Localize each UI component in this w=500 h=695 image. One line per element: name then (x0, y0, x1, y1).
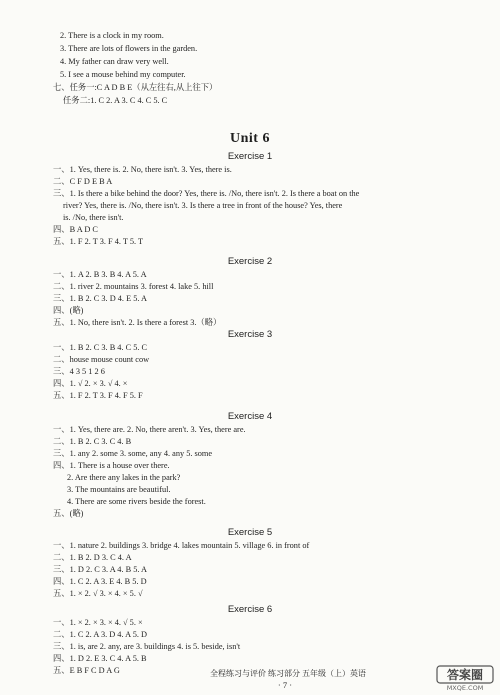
top-line-2: 3. There are lots of flowers in the garden. (60, 44, 198, 53)
answer-line: 一、1. × 2. × 3. × 4. √ 5. × (53, 618, 143, 627)
answer-line: 三、1. any 2. some 3. some, any 4. any 5. some (53, 449, 213, 458)
answer-line: 一、1. Yes, there are. 2. No, there aren't. 3. Yes, there are. (53, 425, 246, 434)
answer-line: 四、B A D C (53, 225, 98, 234)
answer-line: 3. The mountains are beautiful. (67, 485, 171, 494)
answer-line: 三、1. is, are 2. any, are 3. buildings 4. is 5. beside, isn't (53, 642, 241, 651)
answer-line: 五、1. × 2. √ 3. × 4. × 5. √ (53, 589, 143, 598)
answer-line: 五、(略) (53, 509, 84, 518)
answer-circle-logo-icon (436, 665, 494, 691)
answer-line: 二、1. B 2. C 3. C 4. B (53, 437, 132, 446)
answer-line: 4. There are some rivers beside the forest. (67, 497, 206, 506)
top-line-3: 4. My father can draw very well. (60, 57, 169, 66)
exercise-title: Exercise 1 (227, 151, 273, 162)
answer-line: 四、1. There is a house over there. (53, 461, 170, 470)
answer-line: 四、1. D 2. E 3. C 4. A 5. B (53, 654, 147, 663)
answer-line: 三、1. B 2. C 3. D 4. E 5. A (53, 294, 148, 303)
answer-line: is. /No, there isn't. (63, 213, 124, 222)
answer-line: 二、C F D E B A (53, 177, 113, 186)
answer-line: 五、1. No, there isn't. 2. Is there a forest 3.（略） (53, 318, 222, 327)
answer-line: 一、1. A 2. B 3. B 4. A 5. A (53, 270, 147, 279)
top-line-1: 2. There is a clock in my room. (60, 31, 164, 40)
answer-line: river? Yes, there is. /No, there isn't. 3. Is there a tree in front of the house? Yes, there (63, 201, 343, 210)
exercise-title: Exercise 2 (227, 256, 273, 267)
exercise-title: Exercise 5 (227, 527, 273, 538)
exercise-title: Exercise 4 (227, 411, 273, 422)
answer-line: 二、1. C 2. A 3. D 4. A 5. D (53, 630, 148, 639)
answer-line: 四、1. √ 2. × 3. √ 4. × (53, 379, 128, 388)
top-line-4: 5. I see a mouse behind my computer. (60, 70, 186, 79)
answer-line: 2. Are there any lakes in the park? (67, 473, 181, 482)
answer-line: 四、1. C 2. A 3. E 4. B 5. D (53, 577, 147, 586)
answer-line: 一、1. B 2. C 3. B 4. C 5. C (53, 343, 148, 352)
answer-line: 二、house mouse count cow (53, 355, 150, 364)
answer-line: 四、(略) (53, 306, 84, 315)
answer-line: 三、1. D 2. C 3. A 4. B 5. A (53, 565, 148, 574)
top-line-6: 任务二:1. C 2. A 3. C 4. C 5. C (63, 96, 168, 105)
watermark-text: 答案圈 (446, 668, 484, 682)
watermark-domain: MXQE.COM (446, 684, 484, 691)
page-number: · 7 · (277, 680, 293, 690)
top-line-5: 七、任务一:C A D B E（从左往右,从上往下） (53, 83, 218, 92)
exercise-title: Exercise 3 (227, 329, 273, 340)
unit-title: Unit 6 (230, 131, 270, 146)
answer-line: 二、1. river 2. mountains 3. forest 4. lake 5. hill (53, 282, 214, 291)
answer-line: 五、1. F 2. T 3. F 4. T 5. T (53, 237, 144, 246)
page-footer: 全程练习与评价 练习部分 五年级（上）英语 (210, 669, 366, 678)
answer-line: 一、1. nature 2. buildings 3. bridge 4. lakes mountain 5. village 6. in front of (53, 541, 310, 550)
answer-line: 五、E B F C D A G (53, 666, 120, 675)
answer-line: 三、4 3 5 1 2 6 (53, 367, 105, 376)
answer-line: 五、1. F 2. T 3. F 4. F 5. F (53, 391, 143, 400)
answer-line: 一、1. Yes, there is. 2. No, there isn't. 3. Yes, there is. (53, 165, 232, 174)
answer-line: 二、1. B 2. D 3. C 4. A (53, 553, 132, 562)
exercise-title: Exercise 6 (227, 604, 273, 615)
answer-line: 三、1. Is there a bike behind the door? Yes, there is. /No, there isn't. 2. Is there a boat on the (53, 189, 360, 198)
